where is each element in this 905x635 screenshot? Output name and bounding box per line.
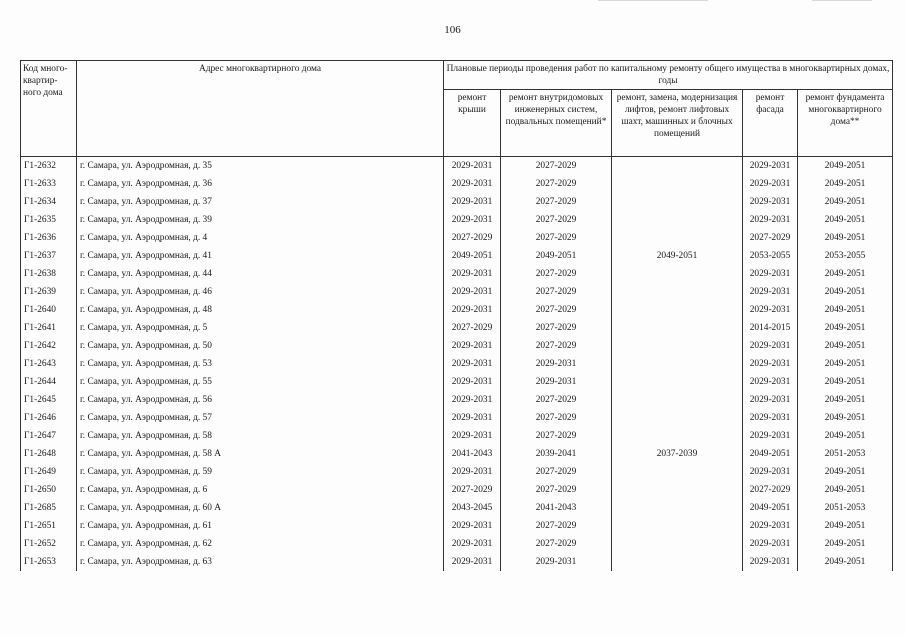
header-lifts: ремонт, замена, модернизация лифтов, ремонт лифтовых шахт, машинных и блочных помещений [612,90,743,157]
row-facade: 2029-2031 [743,373,798,391]
table-row [21,409,893,427]
capital-repair-table [20,60,893,571]
row-internal: 2027-2029 [501,229,612,247]
row-address: г. Самара, ул. Аэродромная, д. 44 [77,265,444,283]
row-code: Г1-2647 [21,427,77,445]
row-internal: 2027-2029 [501,427,612,445]
row-internal: 2027-2029 [501,193,612,211]
row-internal: 2041-2043 [501,499,612,517]
row-roof: 2029-2031 [444,211,501,229]
row-facade: 2029-2031 [743,211,798,229]
table-row [21,355,893,373]
row-facade: 2029-2031 [743,157,798,176]
table-row [21,463,893,481]
row-foundation: 2049-2051 [798,355,893,373]
table-row [21,247,893,265]
row-internal: 2029-2031 [501,553,612,571]
row-foundation: 2049-2051 [798,337,893,355]
scan-artifact-line [598,0,708,1]
row-foundation: 2049-2051 [798,265,893,283]
row-facade: 2029-2031 [743,391,798,409]
row-internal: 2027-2029 [501,175,612,193]
row-lifts [612,283,743,301]
row-lifts [612,175,743,193]
row-code: Г1-2640 [21,301,77,319]
table-row [21,193,893,211]
row-code: Г1-2653 [21,553,77,571]
row-address: г. Самара, ул. Аэродромная, д. 46 [77,283,444,301]
row-code: Г1-2643 [21,355,77,373]
row-foundation: 2049-2051 [798,481,893,499]
row-facade: 2049-2051 [743,445,798,463]
row-roof: 2029-2031 [444,193,501,211]
row-internal: 2027-2029 [501,283,612,301]
table-row [21,337,893,355]
row-address: г. Самара, ул. Аэродромная, д. 48 [77,301,444,319]
row-code: Г1-2649 [21,463,77,481]
row-facade: 2029-2031 [743,463,798,481]
row-internal: 2027-2029 [501,337,612,355]
row-address: г. Самара, ул. Аэродромная, д. 57 [77,409,444,427]
row-address: г. Самара, ул. Аэродромная, д. 53 [77,355,444,373]
table-row [21,211,893,229]
table-row [21,499,893,517]
table-row [21,481,893,499]
row-code: Г1-2648 [21,445,77,463]
row-lifts: 2037-2039 [612,445,743,463]
row-foundation: 2051-2053 [798,499,893,517]
row-facade: 2029-2031 [743,427,798,445]
row-roof: 2027-2029 [444,481,501,499]
row-address: г. Самара, ул. Аэродромная, д. 60 А [77,499,444,517]
row-roof: 2029-2031 [444,337,501,355]
row-foundation: 2049-2051 [798,463,893,481]
row-internal: 2027-2029 [501,463,612,481]
row-address: г. Самара, ул. Аэродромная, д. 4 [77,229,444,247]
row-roof: 2029-2031 [444,301,501,319]
row-address: г. Самара, ул. Аэродромная, д. 5 [77,319,444,337]
table-row [21,391,893,409]
row-lifts [612,265,743,283]
row-foundation: 2049-2051 [798,553,893,571]
row-roof: 2029-2031 [444,355,501,373]
row-internal: 2027-2029 [501,409,612,427]
row-roof: 2029-2031 [444,391,501,409]
row-facade: 2029-2031 [743,175,798,193]
row-lifts [612,193,743,211]
row-code: Г1-2635 [21,211,77,229]
row-foundation: 2053-2055 [798,247,893,265]
row-roof: 2041-2043 [444,445,501,463]
header-facade: ремонт фасада [743,90,798,157]
row-code: Г1-2642 [21,337,77,355]
header-internal: ремонт внутридомовых инженерных систем, подвальных помещений* [501,90,612,157]
row-facade: 2027-2029 [743,229,798,247]
row-lifts [612,229,743,247]
row-roof: 2029-2031 [444,265,501,283]
row-lifts [612,337,743,355]
row-foundation: 2049-2051 [798,373,893,391]
row-foundation: 2049-2051 [798,175,893,193]
table-row [21,283,893,301]
row-internal: 2027-2029 [501,211,612,229]
table-row [21,427,893,445]
row-lifts [612,517,743,535]
row-foundation: 2049-2051 [798,391,893,409]
row-internal: 2027-2029 [501,301,612,319]
row-internal: 2027-2029 [501,319,612,337]
row-address: г. Самара, ул. Аэродромная, д. 35 [77,157,444,176]
row-lifts [612,211,743,229]
row-facade: 2014-2015 [743,319,798,337]
row-lifts [612,157,743,176]
row-foundation: 2049-2051 [798,517,893,535]
row-address: г. Самара, ул. Аэродромная, д. 63 [77,553,444,571]
row-lifts [612,409,743,427]
row-facade: 2029-2031 [743,535,798,553]
row-internal: 2027-2029 [501,391,612,409]
row-address: г. Самара, ул. Аэродромная, д. 39 [77,211,444,229]
row-roof: 2029-2031 [444,283,501,301]
row-facade: 2029-2031 [743,355,798,373]
row-roof: 2029-2031 [444,463,501,481]
header-code: Код много-квартир-ного дома [21,61,77,157]
row-foundation: 2049-2051 [798,229,893,247]
row-facade: 2029-2031 [743,409,798,427]
row-foundation: 2051-2053 [798,445,893,463]
table-row [21,175,893,193]
row-foundation: 2049-2051 [798,193,893,211]
row-address: г. Самара, ул. Аэродромная, д. 41 [77,247,444,265]
row-address: г. Самара, ул. Аэродромная, д. 58 А [77,445,444,463]
row-code: Г1-2644 [21,373,77,391]
table-body [21,157,893,572]
row-roof: 2027-2029 [444,229,501,247]
row-code: Г1-2685 [21,499,77,517]
row-lifts [612,355,743,373]
header-foundation: ремонт фундамента многоквартирного дома** [798,90,893,157]
row-roof: 2043-2045 [444,499,501,517]
row-lifts [612,391,743,409]
row-facade: 2029-2031 [743,193,798,211]
row-code: Г1-2632 [21,157,77,176]
row-code: Г1-2652 [21,535,77,553]
row-facade: 2053-2055 [743,247,798,265]
row-facade: 2027-2029 [743,481,798,499]
row-roof: 2029-2031 [444,175,501,193]
row-code: Г1-2636 [21,229,77,247]
row-foundation: 2049-2051 [798,301,893,319]
row-lifts [612,499,743,517]
row-roof: 2027-2029 [444,319,501,337]
row-lifts [612,301,743,319]
row-address: г. Самара, ул. Аэродромная, д. 55 [77,373,444,391]
table-row [21,553,893,571]
table-row [21,517,893,535]
row-lifts [612,553,743,571]
table-row [21,157,893,176]
table-row [21,301,893,319]
table-row [21,445,893,463]
row-internal: 2039-2041 [501,445,612,463]
row-code: Г1-2651 [21,517,77,535]
row-lifts [612,481,743,499]
row-facade: 2029-2031 [743,517,798,535]
row-facade: 2029-2031 [743,553,798,571]
row-roof: 2029-2031 [444,427,501,445]
row-code: Г1-2638 [21,265,77,283]
scan-artifact-line [812,0,872,1]
row-code: Г1-2646 [21,409,77,427]
row-code: Г1-2645 [21,391,77,409]
row-code: Г1-2639 [21,283,77,301]
row-address: г. Самара, ул. Аэродромная, д. 59 [77,463,444,481]
row-internal: 2027-2029 [501,481,612,499]
table-row [21,229,893,247]
row-foundation: 2049-2051 [798,409,893,427]
table-row [21,373,893,391]
row-lifts: 2049-2051 [612,247,743,265]
row-roof: 2029-2031 [444,373,501,391]
row-facade: 2029-2031 [743,265,798,283]
row-foundation: 2049-2051 [798,157,893,176]
header-periods: Плановые периоды проведения работ по капитальному ремонту общего имущества в многоквартирных домах, годы [444,61,893,90]
header-roof: ремонт крыши [444,90,501,157]
row-roof: 2049-2051 [444,247,501,265]
row-address: г. Самара, ул. Аэродромная, д. 56 [77,391,444,409]
row-facade: 2049-2051 [743,499,798,517]
page-number: 106 [444,24,461,36]
row-address: г. Самара, ул. Аэродромная, д. 50 [77,337,444,355]
row-roof: 2029-2031 [444,157,501,176]
row-internal: 2027-2029 [501,517,612,535]
table-row [21,319,893,337]
row-internal: 2027-2029 [501,535,612,553]
row-facade: 2029-2031 [743,301,798,319]
row-address: г. Самара, ул. Аэродромная, д. 36 [77,175,444,193]
row-foundation: 2049-2051 [798,535,893,553]
row-lifts [612,535,743,553]
row-code: Г1-2650 [21,481,77,499]
row-foundation: 2049-2051 [798,427,893,445]
header-address: Адрес многоквартирного дома [77,61,444,157]
row-internal: 2029-2031 [501,355,612,373]
row-internal: 2029-2031 [501,373,612,391]
row-internal: 2027-2029 [501,265,612,283]
row-code: Г1-2641 [21,319,77,337]
row-address: г. Самара, ул. Аэродромная, д. 6 [77,481,444,499]
row-lifts [612,319,743,337]
row-lifts [612,463,743,481]
row-roof: 2029-2031 [444,409,501,427]
row-lifts [612,373,743,391]
row-lifts [612,427,743,445]
row-code: Г1-2633 [21,175,77,193]
row-foundation: 2049-2051 [798,319,893,337]
row-address: г. Самара, ул. Аэродромная, д. 61 [77,517,444,535]
row-foundation: 2049-2051 [798,283,893,301]
row-roof: 2029-2031 [444,553,501,571]
row-facade: 2029-2031 [743,283,798,301]
table-row [21,535,893,553]
table-row [21,265,893,283]
row-foundation: 2049-2051 [798,211,893,229]
row-code: Г1-2634 [21,193,77,211]
row-internal: 2049-2051 [501,247,612,265]
row-roof: 2029-2031 [444,517,501,535]
row-roof: 2029-2031 [444,535,501,553]
row-facade: 2029-2031 [743,337,798,355]
row-internal: 2027-2029 [501,157,612,176]
row-code: Г1-2637 [21,247,77,265]
row-address: г. Самара, ул. Аэродромная, д. 62 [77,535,444,553]
row-address: г. Самара, ул. Аэродромная, д. 58 [77,427,444,445]
row-address: г. Самара, ул. Аэродромная, д. 37 [77,193,444,211]
